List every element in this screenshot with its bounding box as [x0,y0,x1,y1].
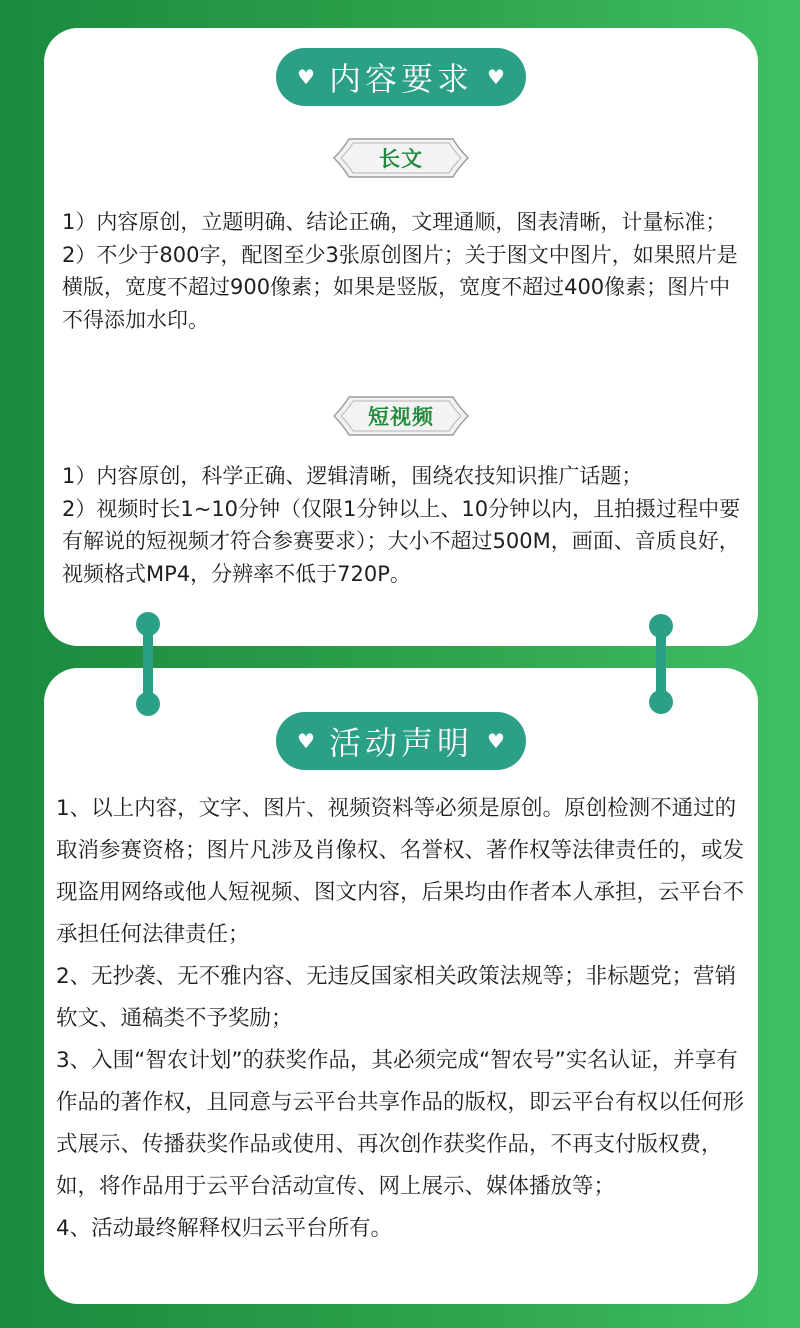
section-title: 内容要求 [328,60,473,98]
heart-icon: ♥ [487,65,505,89]
content-requirements-card [44,28,758,646]
article-badge [331,136,471,180]
heart-icon: ♥ [487,729,505,753]
content-requirements-title-pill [276,48,526,106]
statement-2: 2、无抄袭、无不雅内容、无违反国家相关政策法规等；非标题党；营销软文、通稿类不予奖励； [56,964,737,1031]
activity-statements [56,788,750,1250]
article-requirement-1: 1）内容原创，立题明确、结论正确，文理通顺，图表清晰，计量标准； [62,210,727,234]
card-connector-right [649,614,673,714]
video-requirement-2: 2）视频时长1~10分钟（仅限1分钟以上、10分钟以内，且拍摄过程中要有解说的短视频才符合参赛要求）；大小不超过500M，画面、音质良好，视频格式MP4，分辨率不低于720P。 [62,496,741,586]
video-badge [331,394,471,438]
heart-icon: ♥ [297,65,315,89]
statement-1: 1、以上内容，文字、图片、视频资料等必须是原创。原创检测不通过的取消参赛资格；图片凡涉及肖像权、名誉权、著作权等法律责任的，或发现盗用网络或他人短视频、图文内容，后果均由作者本人承担，云平台不承担任何法律责任； [56,796,745,947]
section-title: 活动声明 [328,724,473,762]
connector-dot [136,692,160,716]
connector-dot [649,690,673,714]
statement-4: 4、活动最终解释权归云平台所有。 [56,1216,393,1241]
article-badge-label: 长文 [379,147,423,171]
article-requirements [62,206,748,336]
activity-statement-card [44,668,758,1304]
card-connector-left [136,612,160,716]
video-badge-label: 短视频 [368,405,434,429]
article-requirement-2: 2）不少于800字，配图至少3张原创图片；关于图文中图片，如果照片是横版，宽度不超过900像素；如果是竖版，宽度不超过400像素；图片中不得添加水印。 [62,242,738,332]
statement-3: 3、入围“智农计划”的获奖作品，其必须完成“智农号”实名认证，并享有作品的著作权，且同意与云平台共享作品的版权，即云平台有权以任何形式展示、传播获奖作品或使用、再次创作获奖作品，不再支付版权费，如，将作品用于云平台活动宣传、网上展示、媒体播放等； [56,1048,745,1199]
connector-dot [136,612,160,636]
video-requirements [62,460,748,590]
video-requirement-1: 1）内容原创，科学正确、逻辑清晰，围绕农技知识推广话题； [62,464,643,488]
activity-statement-title-pill [276,712,526,770]
heart-icon: ♥ [297,729,315,753]
connector-dot [649,614,673,638]
